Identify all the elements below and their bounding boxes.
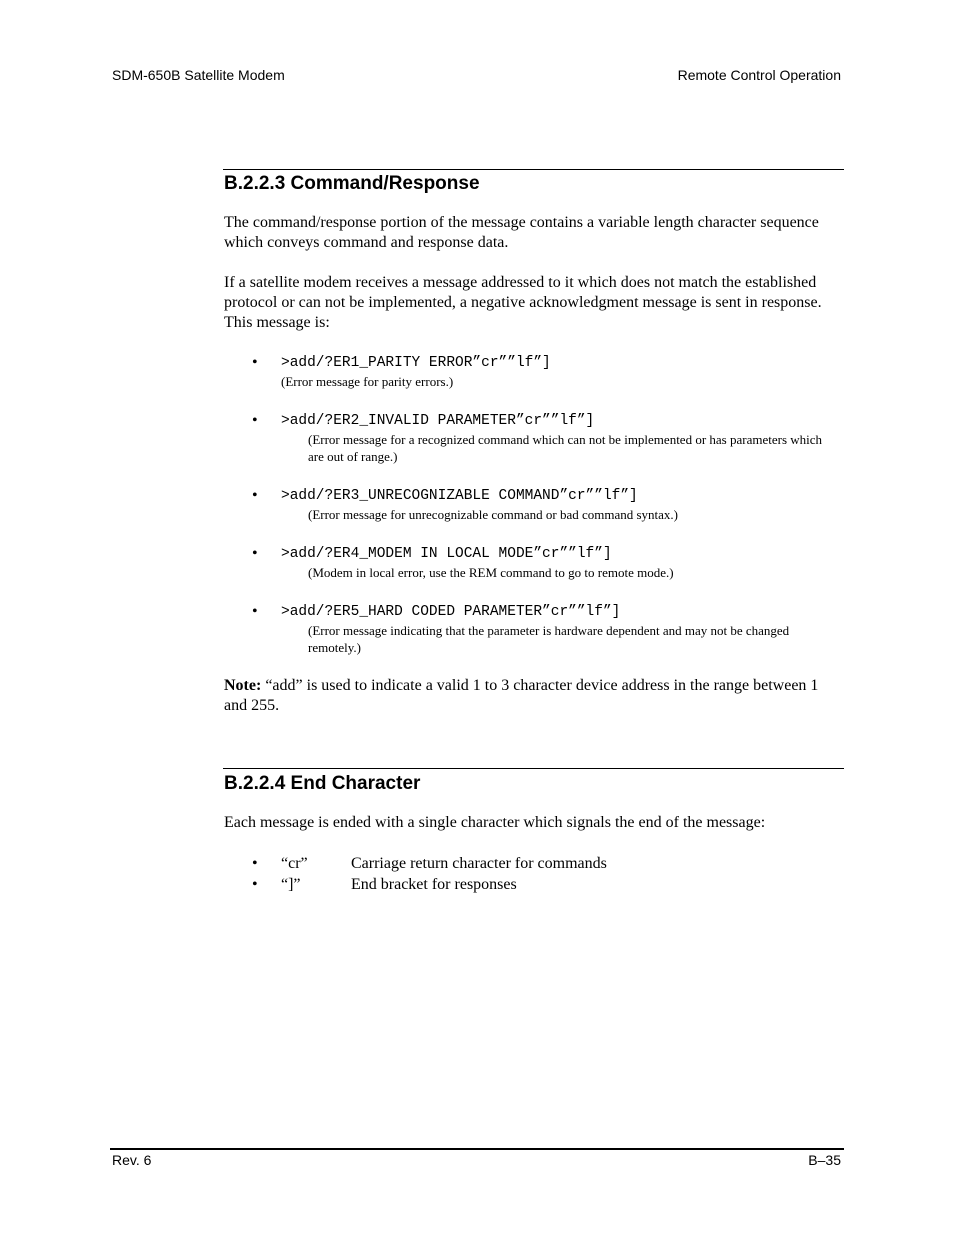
error-code-er5: >add/?ER5_HARD CODED PARAMETER”cr””lf”] — [281, 604, 621, 620]
bullet: • — [252, 876, 258, 893]
footer-rule — [110, 1148, 844, 1150]
error-desc-er3: (Error message for unrecognizable command or bad command syntax.) — [308, 507, 679, 522]
paragraph-negative-ack: If a satellite modem receives a message addressed to it which does not match the established protocol or can not be implemented, a negative acknowledgment message is sent in response. This message is: — [224, 274, 822, 331]
end-char-term-cr: “cr” — [281, 855, 308, 872]
end-char-desc-cr: Carriage return character for commands — [351, 855, 607, 872]
error-desc-er2: (Error message for a recognized command which can not be implemented or has parameters which are out of range.) — [308, 432, 823, 464]
paragraph-end-character: Each message is ended with a single character which signals the end of the message: — [224, 814, 766, 831]
error-desc-er5: (Error message indicating that the parameter is hardware dependent and may not be changed remotely.) — [308, 623, 790, 655]
error-code-er3: >add/?ER3_UNRECOGNIZABLE COMMAND”cr””lf”] — [281, 488, 638, 504]
header-chapter-title: Remote Control Operation — [677, 67, 841, 83]
note-text: “add” is used to indicate a valid 1 to 3 character device address in the range between 1 and 255. — [224, 677, 819, 714]
error-desc-er4: (Modem in local error, use the REM command to go to remote mode.) — [308, 565, 674, 580]
section-rule — [223, 768, 844, 769]
bullet: • — [252, 412, 258, 429]
footer-revision: Rev. 6 — [112, 1152, 152, 1168]
footer-page-number: B–35 — [808, 1152, 841, 1168]
end-char-term-bracket: “]” — [281, 876, 301, 893]
bullet: • — [252, 603, 258, 620]
section-rule — [223, 169, 844, 170]
error-code-er1: >add/?ER1_PARITY ERROR”cr””lf”] — [281, 355, 551, 371]
bullet: • — [252, 855, 258, 872]
error-desc-er1: (Error message for parity errors.) — [281, 374, 454, 389]
error-code-er4: >add/?ER4_MODEM IN LOCAL MODE”cr””lf”] — [281, 546, 612, 562]
bullet: • — [252, 487, 258, 504]
note-label: Note: — [224, 677, 262, 694]
header-document-title: SDM-650B Satellite Modem — [112, 67, 285, 83]
section-title-command-response: B.2.2.3 Command/Response — [224, 173, 480, 194]
bullet: • — [252, 354, 258, 371]
end-char-desc-bracket: End bracket for responses — [351, 876, 517, 893]
section-title-end-character: B.2.2.4 End Character — [224, 773, 421, 794]
note-paragraph — [224, 676, 839, 716]
paragraph-intro: The command/response portion of the message contains a variable length character sequence which conveys command and response data. — [224, 214, 819, 251]
error-code-er2: >add/?ER2_INVALID PARAMETER”cr””lf”] — [281, 413, 595, 429]
bullet: • — [252, 545, 258, 562]
